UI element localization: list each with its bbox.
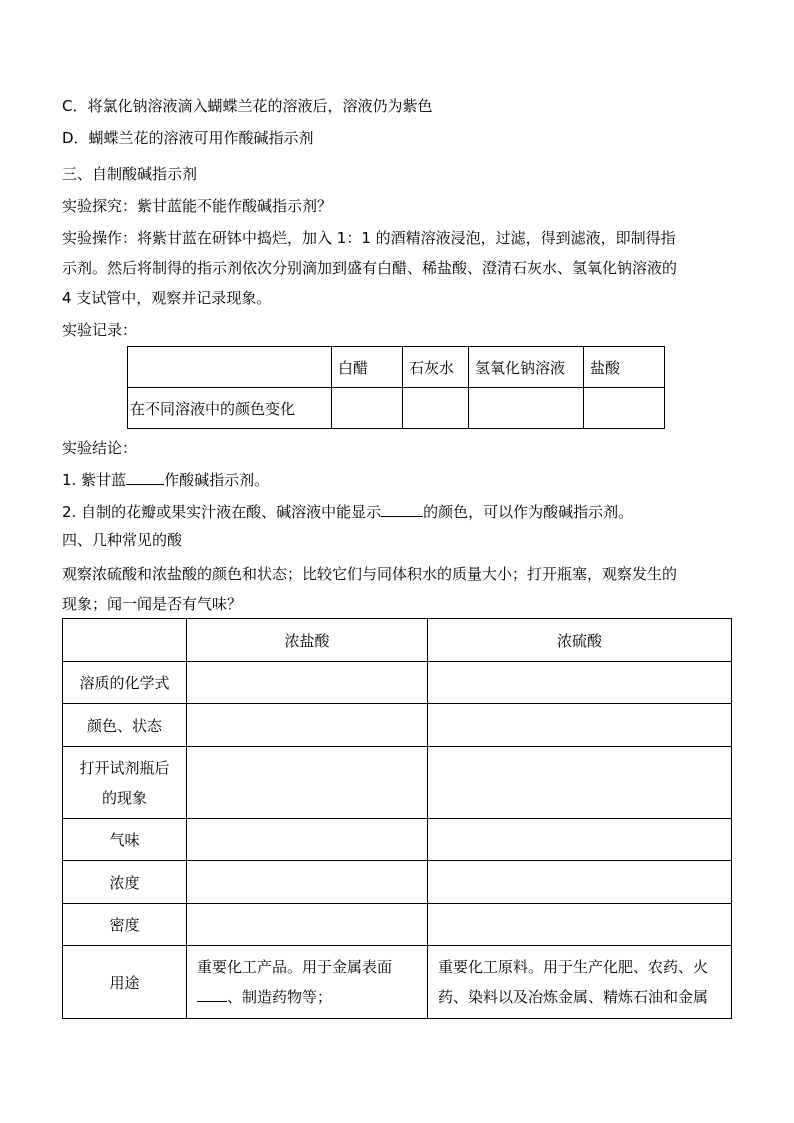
table-row [63,747,732,819]
header-conc-hcl: 浓盐酸 [187,619,428,662]
uses-hcl-line-2 [197,982,417,1012]
operation-line-2: 示剂。然后将制得的指示剂依次分别滴加到盛有白醋、稀盐酸、澄清石灰水、氢氧化钠溶液的 [62,259,678,277]
answer-cell[interactable] [428,904,732,946]
row-label-open-bottle-line-2: 的现象 [101,788,147,807]
table-row [63,662,732,704]
row-label-density: 密度 [63,904,187,946]
row-label-color-state: 颜色、状态 [63,704,187,747]
row-label-uses: 用途 [63,946,187,1019]
uses-hcl [187,946,428,1019]
fill-blank[interactable] [381,500,423,517]
table-row [128,388,665,429]
table-row [63,704,732,747]
table-row [128,347,665,388]
section-3-heading: 三、自制酸碱指示剂 [62,165,198,183]
row-label-open-bottle [63,747,187,819]
row-label-concentration: 浓度 [63,861,187,904]
answer-cell[interactable] [428,704,732,747]
uses-h2so4 [428,946,732,1019]
header-naoh: 氢氧化钠溶液 [469,347,584,388]
uses-hcl-line-1: 重要化工产品。用于金属表面 [197,958,393,976]
table-row [63,819,732,861]
experiment-question: 实验探究：紫甘蓝能不能作酸碱指示剂？ [62,197,333,215]
answer-cell[interactable] [403,388,469,429]
uses-h2so4-line-1: 重要化工原料。用于生产化肥、农药、火 [438,958,709,976]
answer-cell[interactable] [428,662,732,704]
conclusion-1 [62,468,269,490]
conclusion-2 [62,500,633,522]
operation-line-1: 实验操作：将紫甘蓝在研钵中捣烂，加入 1：1 的酒精溶液浸泡，过滤，得到滤液，即制得指 [62,229,676,247]
table-row [63,619,732,662]
conclusion-label: 实验结论： [62,439,138,457]
answer-cell[interactable] [428,747,732,819]
acids-table [62,618,732,1019]
table-cell [63,619,187,662]
answer-cell[interactable] [428,819,732,861]
option-c: C．将氯化钠溶液滴入蝴蝶兰花的溶液后，溶液仍为紫色 [62,97,433,115]
conclusion-2-text-b: 的颜色，可以作为酸碱指示剂。 [423,503,634,521]
table-cell [128,347,332,388]
answer-cell[interactable] [332,388,403,429]
conclusion-1-text-b: 作酸碱指示剂。 [164,471,270,489]
answer-cell[interactable] [187,819,428,861]
answer-cell[interactable] [187,861,428,904]
fill-blank[interactable] [126,468,164,485]
row-label-formula: 溶质的化学式 [63,662,187,704]
answer-cell[interactable] [469,388,584,429]
conclusion-1-text-a: 1. 紫甘蓝 [62,471,127,489]
row-label-color-change: 在不同溶液中的颜色变化 [128,388,332,429]
section-4-heading: 四、几种常见的酸 [62,531,183,549]
row-label-open-bottle-line-1: 打开试剂瓶后 [79,758,170,777]
fill-blank[interactable] [197,985,227,1002]
table-row [63,904,732,946]
record-label: 实验记录： [62,321,138,339]
answer-cell[interactable] [187,704,428,747]
row-label-smell: 气味 [63,819,187,861]
observe-line-1: 观察浓硫酸和浓盐酸的颜色和状态；比较它们与同体积水的质量大小；打开瓶塞，观察发生的 [62,565,678,583]
operation-line-3: 4 支试管中，观察并记录现象。 [62,289,272,307]
answer-cell[interactable] [428,861,732,904]
color-record-table [127,346,665,429]
header-shihuishui: 石灰水 [403,347,469,388]
header-baicu: 白醋 [332,347,403,388]
answer-cell[interactable] [584,388,665,429]
header-hcl: 盐酸 [584,347,665,388]
uses-h2so4-line-2: 药、染料以及冶炼金属、精炼石油和金属 [438,988,709,1006]
header-conc-h2so4: 浓硫酸 [428,619,732,662]
uses-hcl-line-2-text: 、制造药物等； [227,988,333,1006]
answer-cell[interactable] [187,662,428,704]
conclusion-2-text-a: 2. 自制的花瓣或果实汁液在酸、碱溶液中能显示 [62,503,382,521]
answer-cell[interactable] [187,904,428,946]
table-row [63,861,732,904]
answer-cell[interactable] [187,747,428,819]
observe-line-2: 现象；闻一闻是否有气味？ [62,595,243,613]
option-d: D．蝴蝶兰花的溶液可用作酸碱指示剂 [62,129,314,147]
table-row [63,946,732,1019]
